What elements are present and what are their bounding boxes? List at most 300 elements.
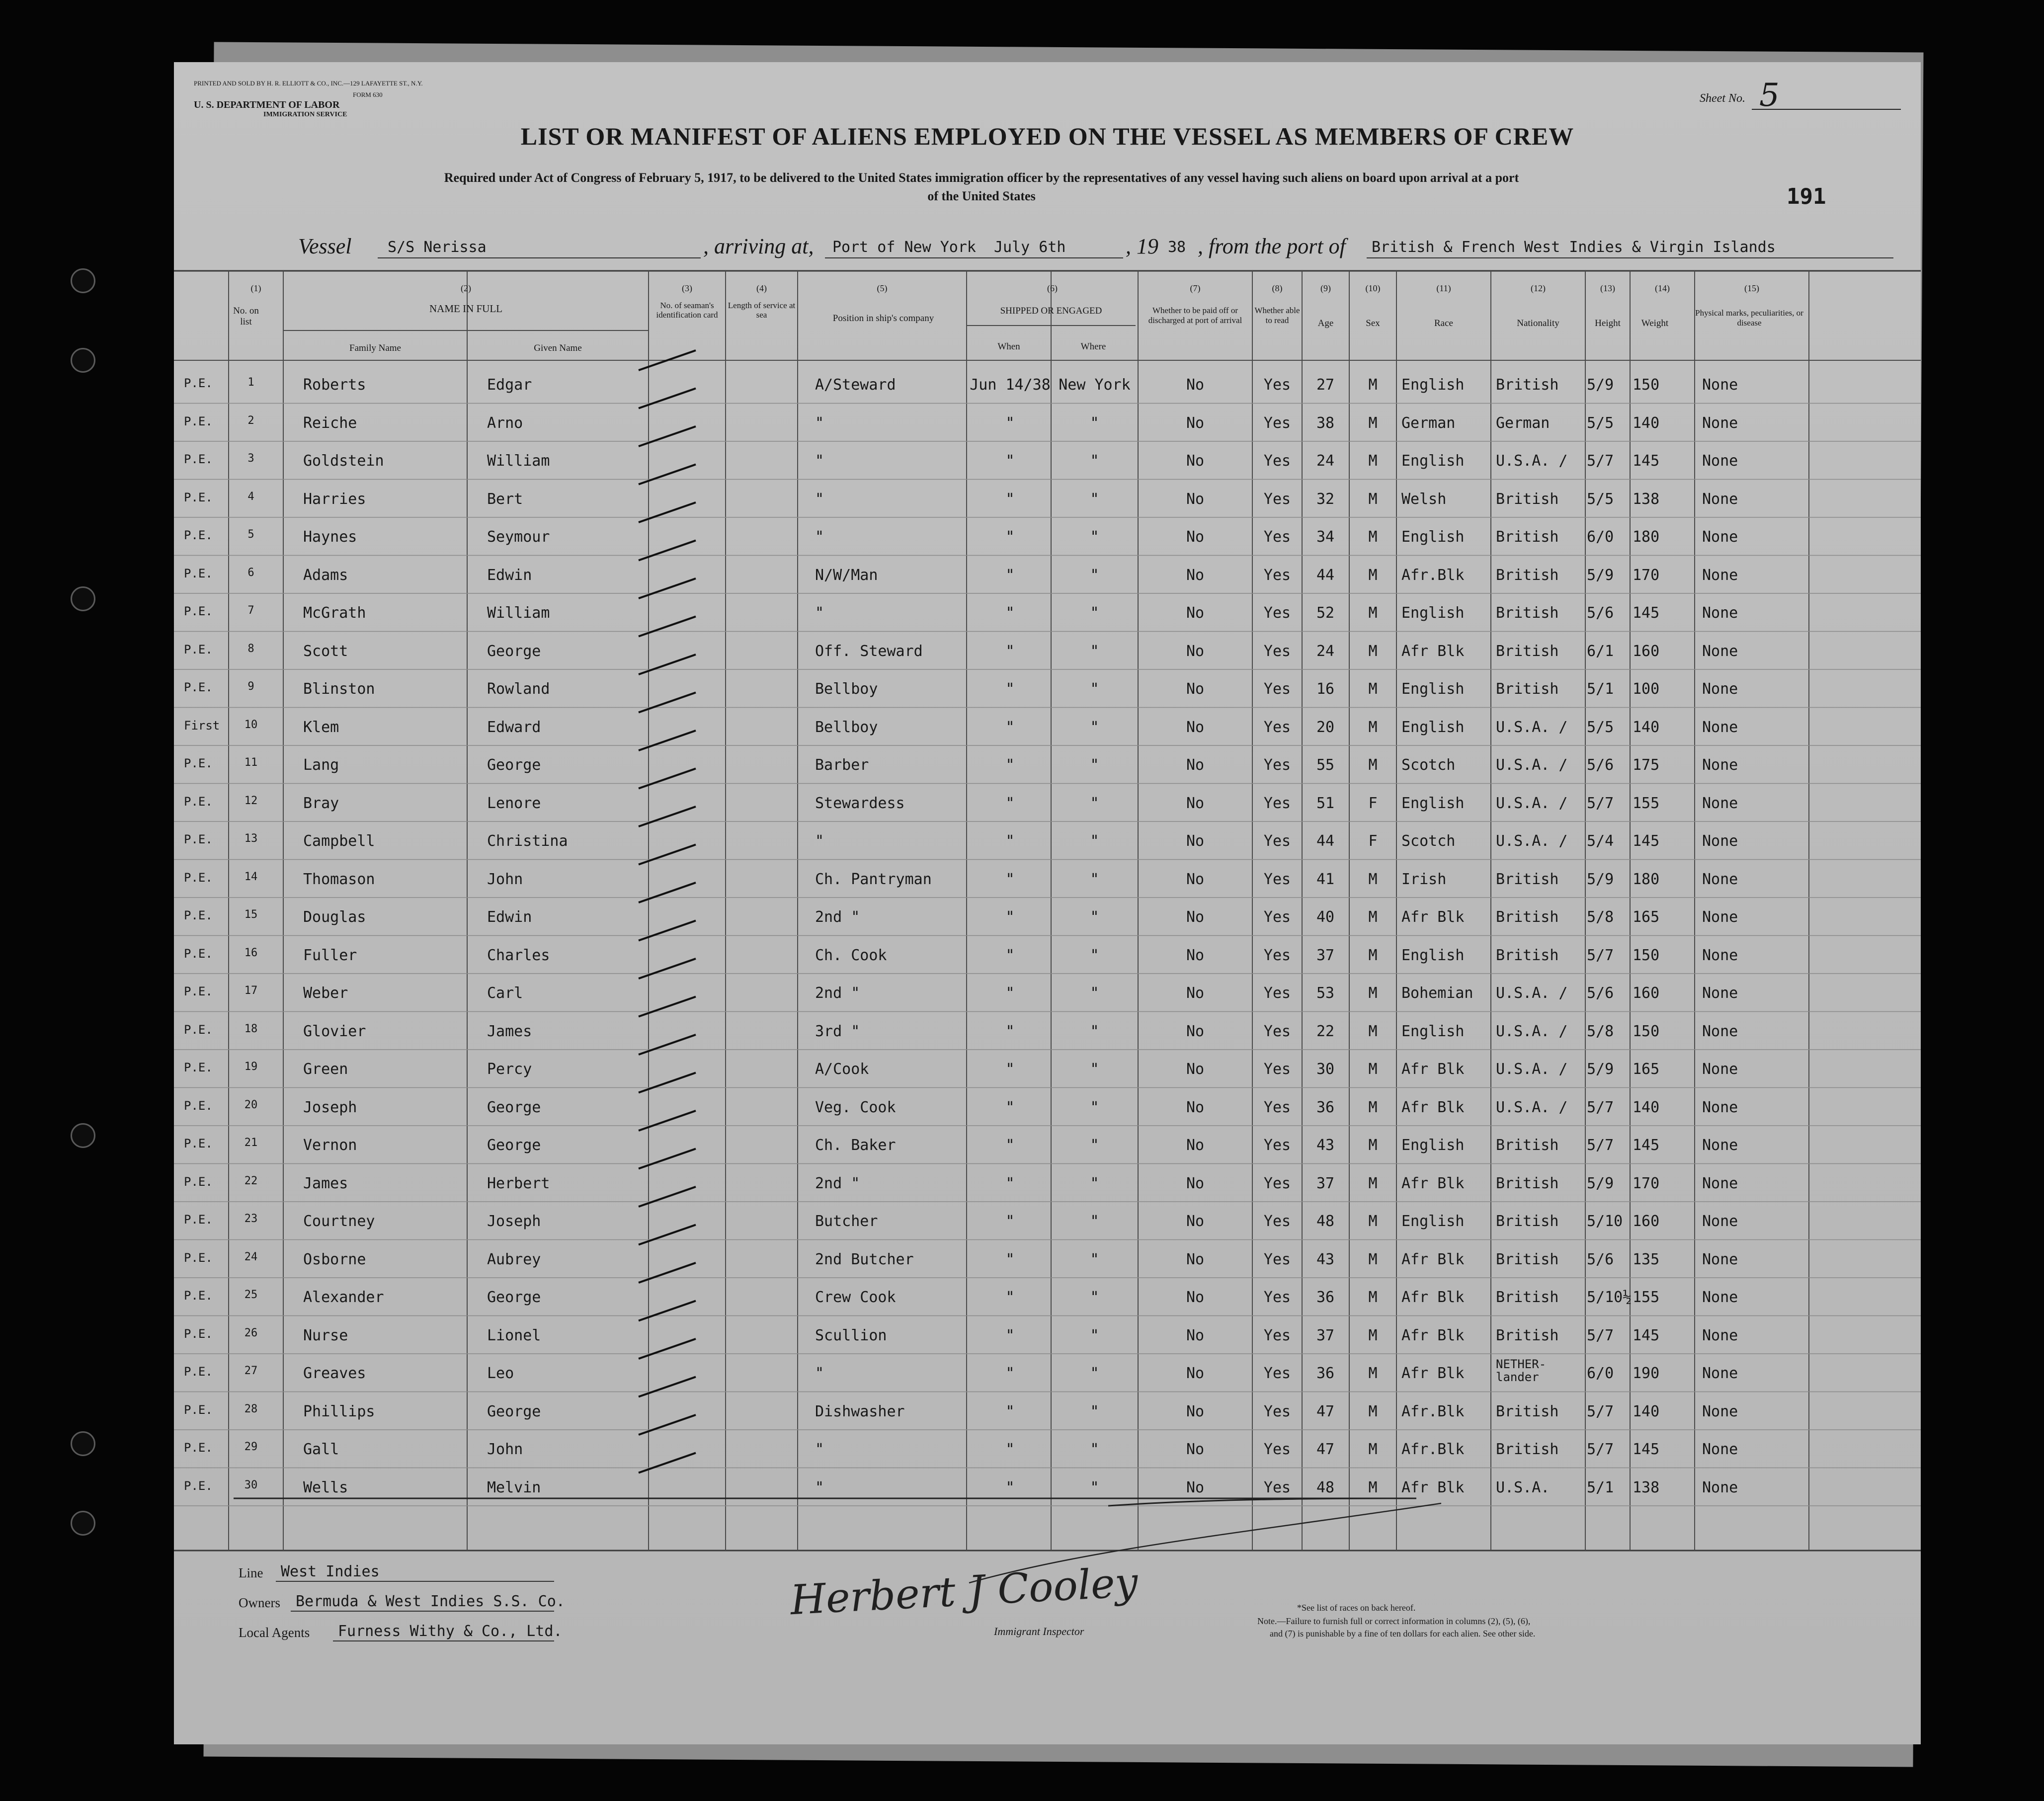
physical-marks: None bbox=[1702, 908, 1738, 926]
paid-off: No bbox=[1186, 1098, 1205, 1116]
race: Afr.Blk bbox=[1401, 1441, 1465, 1458]
column-number: (10) bbox=[1365, 283, 1381, 293]
given-name: Joseph bbox=[487, 1213, 541, 1230]
row-mark: P.E. bbox=[184, 794, 213, 809]
height: 5/6 bbox=[1587, 984, 1614, 1002]
height: 6/0 bbox=[1587, 1365, 1614, 1382]
age: 27 bbox=[1316, 376, 1335, 394]
sex: M bbox=[1368, 1441, 1378, 1458]
height: 5/9 bbox=[1587, 870, 1614, 888]
shipped-when: " bbox=[1005, 490, 1015, 508]
paid-off: No bbox=[1186, 1250, 1205, 1268]
race: English bbox=[1401, 376, 1465, 394]
from-underline bbox=[1367, 257, 1893, 258]
race: English bbox=[1401, 718, 1465, 736]
column-number: (9) bbox=[1320, 283, 1331, 293]
row-mark: First bbox=[184, 718, 220, 733]
family-name: Green bbox=[303, 1061, 348, 1078]
inspector-signature: Herbert J Cooley bbox=[789, 1558, 1139, 1625]
age: 36 bbox=[1316, 1289, 1335, 1306]
shipped-when: " bbox=[1005, 1213, 1015, 1230]
sex: M bbox=[1368, 680, 1378, 698]
vessel-name: S/S Nerissa bbox=[388, 239, 487, 256]
physical-marks: None bbox=[1702, 528, 1738, 546]
age: 51 bbox=[1316, 794, 1335, 812]
shipped-when: " bbox=[1005, 452, 1015, 470]
family-name: Bray bbox=[303, 794, 339, 812]
sex: M bbox=[1368, 718, 1378, 736]
row-mark: P.E. bbox=[184, 870, 213, 885]
nationality: U.S.A. / bbox=[1496, 832, 1568, 850]
height: 5/9 bbox=[1587, 1061, 1614, 1078]
physical-marks: None bbox=[1702, 756, 1738, 774]
family-name: Osborne bbox=[303, 1250, 366, 1268]
binder-hole bbox=[71, 1431, 95, 1456]
height: 5/6 bbox=[1587, 604, 1614, 622]
row-mark: P.E. bbox=[184, 1478, 213, 1493]
nationality: U.S.A. / bbox=[1496, 718, 1568, 736]
physical-marks: None bbox=[1702, 452, 1738, 470]
given-name: George bbox=[487, 1098, 541, 1116]
race: Scotch bbox=[1401, 756, 1456, 774]
row-number: 27 bbox=[244, 1365, 258, 1377]
crew-row bbox=[174, 1468, 1921, 1504]
position: Barber bbox=[815, 756, 869, 774]
header-position: Position in ship's company bbox=[832, 313, 934, 324]
nationality: British bbox=[1496, 1213, 1559, 1230]
physical-marks: None bbox=[1702, 642, 1738, 660]
weight: 140 bbox=[1633, 718, 1660, 736]
position: Scullion bbox=[815, 1326, 887, 1344]
shipped-where: " bbox=[1090, 1326, 1099, 1344]
family-name: James bbox=[303, 1174, 348, 1192]
sex: M bbox=[1368, 414, 1378, 432]
binder-hole bbox=[71, 268, 95, 293]
age: 52 bbox=[1316, 604, 1335, 622]
family-name: Greaves bbox=[303, 1365, 366, 1382]
paid-off: No bbox=[1186, 528, 1205, 546]
row-mark: P.E. bbox=[184, 832, 213, 846]
family-name: Gall bbox=[303, 1441, 339, 1458]
sex: M bbox=[1368, 604, 1378, 622]
shipped-when: " bbox=[1005, 1250, 1015, 1268]
able-to-read: Yes bbox=[1263, 756, 1291, 774]
family-name: Douglas bbox=[303, 908, 366, 926]
row-mark: P.E. bbox=[184, 680, 213, 694]
physical-marks: None bbox=[1702, 870, 1738, 888]
form-number: FORM 630 bbox=[353, 91, 383, 98]
given-name: Percy bbox=[487, 1061, 532, 1078]
position: Bellboy bbox=[815, 680, 878, 698]
crew-row bbox=[174, 1012, 1921, 1048]
nationality: British bbox=[1496, 680, 1559, 698]
physical-marks: None bbox=[1702, 680, 1738, 698]
shipped-when: " bbox=[1005, 1098, 1015, 1116]
family-name: Alexander bbox=[303, 1289, 384, 1306]
crew-row bbox=[174, 669, 1921, 705]
weight: 155 bbox=[1633, 794, 1660, 812]
given-name: John bbox=[487, 870, 523, 888]
header-name-in-full: NAME IN FULL bbox=[429, 303, 502, 315]
position: 2nd " bbox=[815, 908, 860, 926]
position: 2nd " bbox=[815, 984, 860, 1002]
height: 5/1 bbox=[1587, 1478, 1614, 1496]
row-mark: P.E. bbox=[184, 1213, 213, 1227]
shipped-where: " bbox=[1090, 1098, 1099, 1116]
crew-row bbox=[174, 1316, 1921, 1352]
able-to-read: Yes bbox=[1263, 1022, 1291, 1040]
able-to-read: Yes bbox=[1263, 1098, 1291, 1116]
page-subtitle: Required under Act of Congress of February 5, 1917, to be delivered to the United States immigration officer by the representatives of any vessel having such aliens on board upon arrival at a port bbox=[444, 170, 1519, 185]
position: " bbox=[815, 1365, 824, 1382]
given-name: Arno bbox=[487, 414, 523, 432]
race: Welsh bbox=[1401, 490, 1447, 508]
crew-row bbox=[174, 517, 1921, 553]
header-shipped-engaged: SHIPPED OR ENGAGED bbox=[1000, 306, 1102, 316]
crew-row bbox=[174, 745, 1921, 781]
agents-label: Local Agents bbox=[239, 1625, 310, 1640]
nationality: British bbox=[1496, 1174, 1559, 1192]
column-number: (12) bbox=[1531, 283, 1546, 293]
given-name: Leo bbox=[487, 1365, 514, 1382]
sex: M bbox=[1368, 1326, 1378, 1344]
height: 5/6 bbox=[1587, 1250, 1614, 1268]
agents-underline bbox=[333, 1640, 554, 1641]
shipped-when: Jun 14/38 bbox=[970, 376, 1051, 394]
shipped-when: " bbox=[1005, 566, 1015, 584]
crew-row bbox=[174, 936, 1921, 972]
shipped-where: " bbox=[1090, 1061, 1099, 1078]
crew-row bbox=[174, 784, 1921, 819]
given-name: Melvin bbox=[487, 1478, 541, 1496]
family-name: Haynes bbox=[303, 528, 357, 546]
given-name: John bbox=[487, 1441, 523, 1458]
position: " bbox=[815, 452, 824, 470]
paid-off: No bbox=[1186, 984, 1205, 1002]
shipped-when: " bbox=[1005, 756, 1015, 774]
paid-off: No bbox=[1186, 452, 1205, 470]
position: 2nd " bbox=[815, 1174, 860, 1192]
shipped-when: " bbox=[1005, 1402, 1015, 1420]
row-number: 13 bbox=[244, 832, 258, 845]
family-name: Weber bbox=[303, 984, 348, 1002]
shipped-when: " bbox=[1005, 1365, 1015, 1382]
family-name: Adams bbox=[303, 566, 348, 584]
weight: 145 bbox=[1633, 604, 1660, 622]
nationality: U.S.A. / bbox=[1496, 1061, 1568, 1078]
position: " bbox=[815, 1441, 824, 1458]
row-mark: P.E. bbox=[184, 1174, 213, 1189]
crew-row bbox=[174, 860, 1921, 896]
race: Afr Blk bbox=[1401, 1478, 1465, 1496]
row-mark: P.E. bbox=[184, 1022, 213, 1037]
nationality: British bbox=[1496, 566, 1559, 584]
physical-marks: None bbox=[1702, 794, 1738, 812]
shipped-where: " bbox=[1090, 1213, 1099, 1230]
race: Bohemian bbox=[1401, 984, 1473, 1002]
weight: 100 bbox=[1633, 680, 1660, 698]
sex: M bbox=[1368, 1478, 1378, 1496]
paid-off: No bbox=[1186, 1213, 1205, 1230]
physical-marks: None bbox=[1702, 414, 1738, 432]
race: Afr Blk bbox=[1401, 1365, 1465, 1382]
physical-marks: None bbox=[1702, 566, 1738, 584]
given-name: Lionel bbox=[487, 1326, 541, 1344]
fine-note-2: and (7) is punishable by a fine of ten dollars for each alien. See other side. bbox=[1270, 1629, 1536, 1638]
weight: 180 bbox=[1633, 870, 1660, 888]
race: Afr.Blk bbox=[1401, 566, 1465, 584]
weight: 190 bbox=[1633, 1365, 1660, 1382]
weight: 150 bbox=[1633, 946, 1660, 964]
row-mark: P.E. bbox=[184, 528, 213, 542]
able-to-read: Yes bbox=[1263, 718, 1291, 736]
shipped-when: " bbox=[1005, 528, 1015, 546]
age: 47 bbox=[1316, 1402, 1335, 1420]
race: German bbox=[1401, 414, 1456, 432]
sex: M bbox=[1368, 946, 1378, 964]
shipped-when: " bbox=[1005, 414, 1015, 432]
age: 36 bbox=[1316, 1365, 1335, 1382]
crew-row bbox=[174, 708, 1921, 743]
row-mark: P.E. bbox=[184, 1365, 213, 1379]
sheet-underline bbox=[1752, 109, 1901, 110]
nationality: British bbox=[1496, 528, 1559, 546]
sex: M bbox=[1368, 1174, 1378, 1192]
shipped-where: " bbox=[1090, 680, 1099, 698]
paid-off: No bbox=[1186, 1402, 1205, 1420]
given-name: Charles bbox=[487, 946, 550, 964]
row-mark: P.E. bbox=[184, 1061, 213, 1074]
position: " bbox=[815, 528, 824, 546]
position: N/W/Man bbox=[815, 566, 878, 584]
shipped-when: " bbox=[1005, 908, 1015, 926]
row-mark: P.E. bbox=[184, 566, 213, 580]
sex: F bbox=[1368, 794, 1378, 812]
physical-marks: None bbox=[1702, 604, 1738, 622]
row-number: 9 bbox=[247, 680, 254, 693]
row-number: 3 bbox=[247, 452, 254, 465]
position: A/Cook bbox=[815, 1061, 869, 1078]
paid-off: No bbox=[1186, 680, 1205, 698]
nationality: British bbox=[1496, 1137, 1559, 1154]
physical-marks: None bbox=[1702, 1061, 1738, 1078]
header-where: Where bbox=[1080, 341, 1106, 352]
sex: M bbox=[1368, 642, 1378, 660]
nationality: U.S.A. / bbox=[1496, 984, 1568, 1002]
height: 5/9 bbox=[1587, 566, 1614, 584]
weight: 140 bbox=[1633, 1098, 1660, 1116]
race: Afr Blk bbox=[1401, 1326, 1465, 1344]
paid-off: No bbox=[1186, 794, 1205, 812]
paid-off: No bbox=[1186, 1174, 1205, 1192]
age: 48 bbox=[1316, 1478, 1335, 1496]
able-to-read: Yes bbox=[1263, 946, 1291, 964]
race: English bbox=[1401, 528, 1465, 546]
manifest-sheet bbox=[174, 62, 1921, 1744]
binder-hole bbox=[71, 1123, 95, 1148]
weight: 160 bbox=[1633, 984, 1660, 1002]
column-number: (1) bbox=[250, 283, 261, 293]
column-number: (5) bbox=[877, 283, 888, 293]
given-name: Seymour bbox=[487, 528, 550, 546]
row-mark: P.E. bbox=[184, 1250, 213, 1265]
row-mark: P.E. bbox=[184, 414, 213, 428]
row-mark: P.E. bbox=[184, 908, 213, 922]
nationality: British bbox=[1496, 490, 1559, 508]
able-to-read: Yes bbox=[1263, 984, 1291, 1002]
nationality: British bbox=[1496, 908, 1559, 926]
physical-marks: None bbox=[1702, 718, 1738, 736]
shipped-when: " bbox=[1005, 1478, 1015, 1496]
able-to-read: Yes bbox=[1263, 680, 1291, 698]
shipped-where: " bbox=[1090, 1365, 1099, 1382]
shipped-where: " bbox=[1090, 1250, 1099, 1268]
header-family-name: Family Name bbox=[349, 343, 401, 353]
shipped-where: " bbox=[1090, 490, 1099, 508]
shipped-when: " bbox=[1005, 680, 1015, 698]
department-name: U. S. DEPARTMENT OF LABOR bbox=[194, 99, 340, 110]
crew-row bbox=[174, 480, 1921, 515]
binder-hole bbox=[71, 348, 95, 373]
sex: M bbox=[1368, 528, 1378, 546]
given-name: Edwin bbox=[487, 566, 532, 584]
paid-off: No bbox=[1186, 1289, 1205, 1306]
physical-marks: None bbox=[1702, 984, 1738, 1002]
shipped-where: " bbox=[1090, 984, 1099, 1002]
paid-off: No bbox=[1186, 756, 1205, 774]
shipped-where: " bbox=[1090, 414, 1099, 432]
position: Ch. Pantryman bbox=[815, 870, 932, 888]
weight: 165 bbox=[1633, 908, 1660, 926]
height: 5/7 bbox=[1587, 1441, 1614, 1458]
column-number: (11) bbox=[1436, 283, 1451, 293]
height: 5/7 bbox=[1587, 452, 1614, 470]
position: Stewardess bbox=[815, 794, 905, 812]
physical-marks: None bbox=[1702, 1478, 1738, 1496]
paid-off: No bbox=[1186, 414, 1205, 432]
able-to-read: Yes bbox=[1263, 832, 1291, 850]
shipped-where: " bbox=[1090, 756, 1099, 774]
shipped-when: " bbox=[1005, 832, 1015, 850]
row-number: 1 bbox=[247, 376, 254, 389]
paid-off: No bbox=[1186, 642, 1205, 660]
family-name: Roberts bbox=[303, 376, 366, 394]
position: Ch. Baker bbox=[815, 1137, 896, 1154]
paid-off: No bbox=[1186, 1365, 1205, 1382]
able-to-read: Yes bbox=[1263, 1250, 1291, 1268]
crew-row bbox=[174, 1164, 1921, 1200]
row-number: 20 bbox=[244, 1098, 258, 1111]
physical-marks: None bbox=[1702, 832, 1738, 850]
sex: M bbox=[1368, 984, 1378, 1002]
row-mark: P.E. bbox=[184, 946, 213, 961]
given-name: Christina bbox=[487, 832, 568, 850]
row-number: 29 bbox=[244, 1441, 258, 1453]
shipped-where: " bbox=[1090, 642, 1099, 660]
age: 24 bbox=[1316, 642, 1335, 660]
column-number: (3) bbox=[682, 283, 692, 293]
nationality: British bbox=[1496, 870, 1559, 888]
race: Afr Blk bbox=[1401, 1250, 1465, 1268]
nationality: U.S.A. bbox=[1496, 1478, 1550, 1496]
nationality: U.S.A. / bbox=[1496, 1022, 1568, 1040]
race: English bbox=[1401, 794, 1465, 812]
weight: 145 bbox=[1633, 1326, 1660, 1344]
shipped-where: " bbox=[1090, 870, 1099, 888]
height: 5/8 bbox=[1587, 1022, 1614, 1040]
given-name: George bbox=[487, 1137, 541, 1154]
inspector-label: Immigrant Inspector bbox=[994, 1625, 1084, 1637]
binder-hole bbox=[71, 1511, 95, 1536]
able-to-read: Yes bbox=[1263, 1289, 1291, 1306]
header-no-on-list: No. on list bbox=[233, 306, 259, 327]
crew-row bbox=[174, 1050, 1921, 1085]
able-to-read: Yes bbox=[1263, 1137, 1291, 1154]
physical-marks: None bbox=[1702, 1402, 1738, 1420]
race: Irish bbox=[1401, 870, 1447, 888]
position: Bellboy bbox=[815, 718, 878, 736]
sex: M bbox=[1368, 756, 1378, 774]
nationality: German bbox=[1496, 414, 1550, 432]
header-when: When bbox=[997, 341, 1020, 352]
row-number: 10 bbox=[244, 718, 258, 731]
sex: F bbox=[1368, 832, 1378, 850]
paid-off: No bbox=[1186, 908, 1205, 926]
crew-row bbox=[174, 1354, 1921, 1390]
row-mark: P.E. bbox=[184, 1441, 213, 1455]
nationality: British bbox=[1496, 642, 1559, 660]
given-name: Herbert bbox=[487, 1174, 550, 1192]
able-to-read: Yes bbox=[1263, 1365, 1291, 1382]
page-number: 191 bbox=[1787, 184, 1826, 209]
given-name: Bert bbox=[487, 490, 523, 508]
position: Off. Steward bbox=[815, 642, 923, 660]
sheet-number: 5 bbox=[1759, 77, 1780, 114]
able-to-read: Yes bbox=[1263, 794, 1291, 812]
nationality: British bbox=[1496, 1441, 1559, 1458]
nationality: British bbox=[1496, 376, 1559, 394]
departure-port: British & French West Indies & Virgin Islands bbox=[1372, 239, 1776, 256]
height: 5/1 bbox=[1587, 680, 1614, 698]
row-number: 2 bbox=[247, 414, 254, 427]
crew-row bbox=[174, 1126, 1921, 1161]
agents-value: Furness Withy & Co., Ltd. bbox=[338, 1623, 563, 1640]
family-name: Courtney bbox=[303, 1213, 375, 1230]
crew-row bbox=[174, 632, 1921, 667]
shipped-when: " bbox=[1005, 1174, 1015, 1192]
row-number: 28 bbox=[244, 1402, 258, 1415]
nationality: NETHER- lander bbox=[1496, 1357, 1547, 1384]
given-name: Carl bbox=[487, 984, 523, 1002]
able-to-read: Yes bbox=[1263, 1174, 1291, 1192]
position: Dishwasher bbox=[815, 1402, 905, 1420]
row-mark: P.E. bbox=[184, 1137, 213, 1150]
height: 5/9 bbox=[1587, 1174, 1614, 1192]
sheet-label: Sheet No. bbox=[1700, 92, 1745, 105]
row-mark: P.E. bbox=[184, 1098, 213, 1113]
shipped-where: " bbox=[1090, 908, 1099, 926]
shipped-where: " bbox=[1090, 1174, 1099, 1192]
arriving-label: , arriving at, bbox=[703, 234, 814, 258]
shipped-where: " bbox=[1090, 718, 1099, 736]
physical-marks: None bbox=[1702, 1213, 1738, 1230]
age: 43 bbox=[1316, 1250, 1335, 1268]
position: 2nd Butcher bbox=[815, 1250, 914, 1268]
sex: M bbox=[1368, 1365, 1378, 1382]
race: English bbox=[1401, 1022, 1465, 1040]
column-number: (14) bbox=[1655, 283, 1670, 293]
owners-underline bbox=[291, 1611, 554, 1612]
